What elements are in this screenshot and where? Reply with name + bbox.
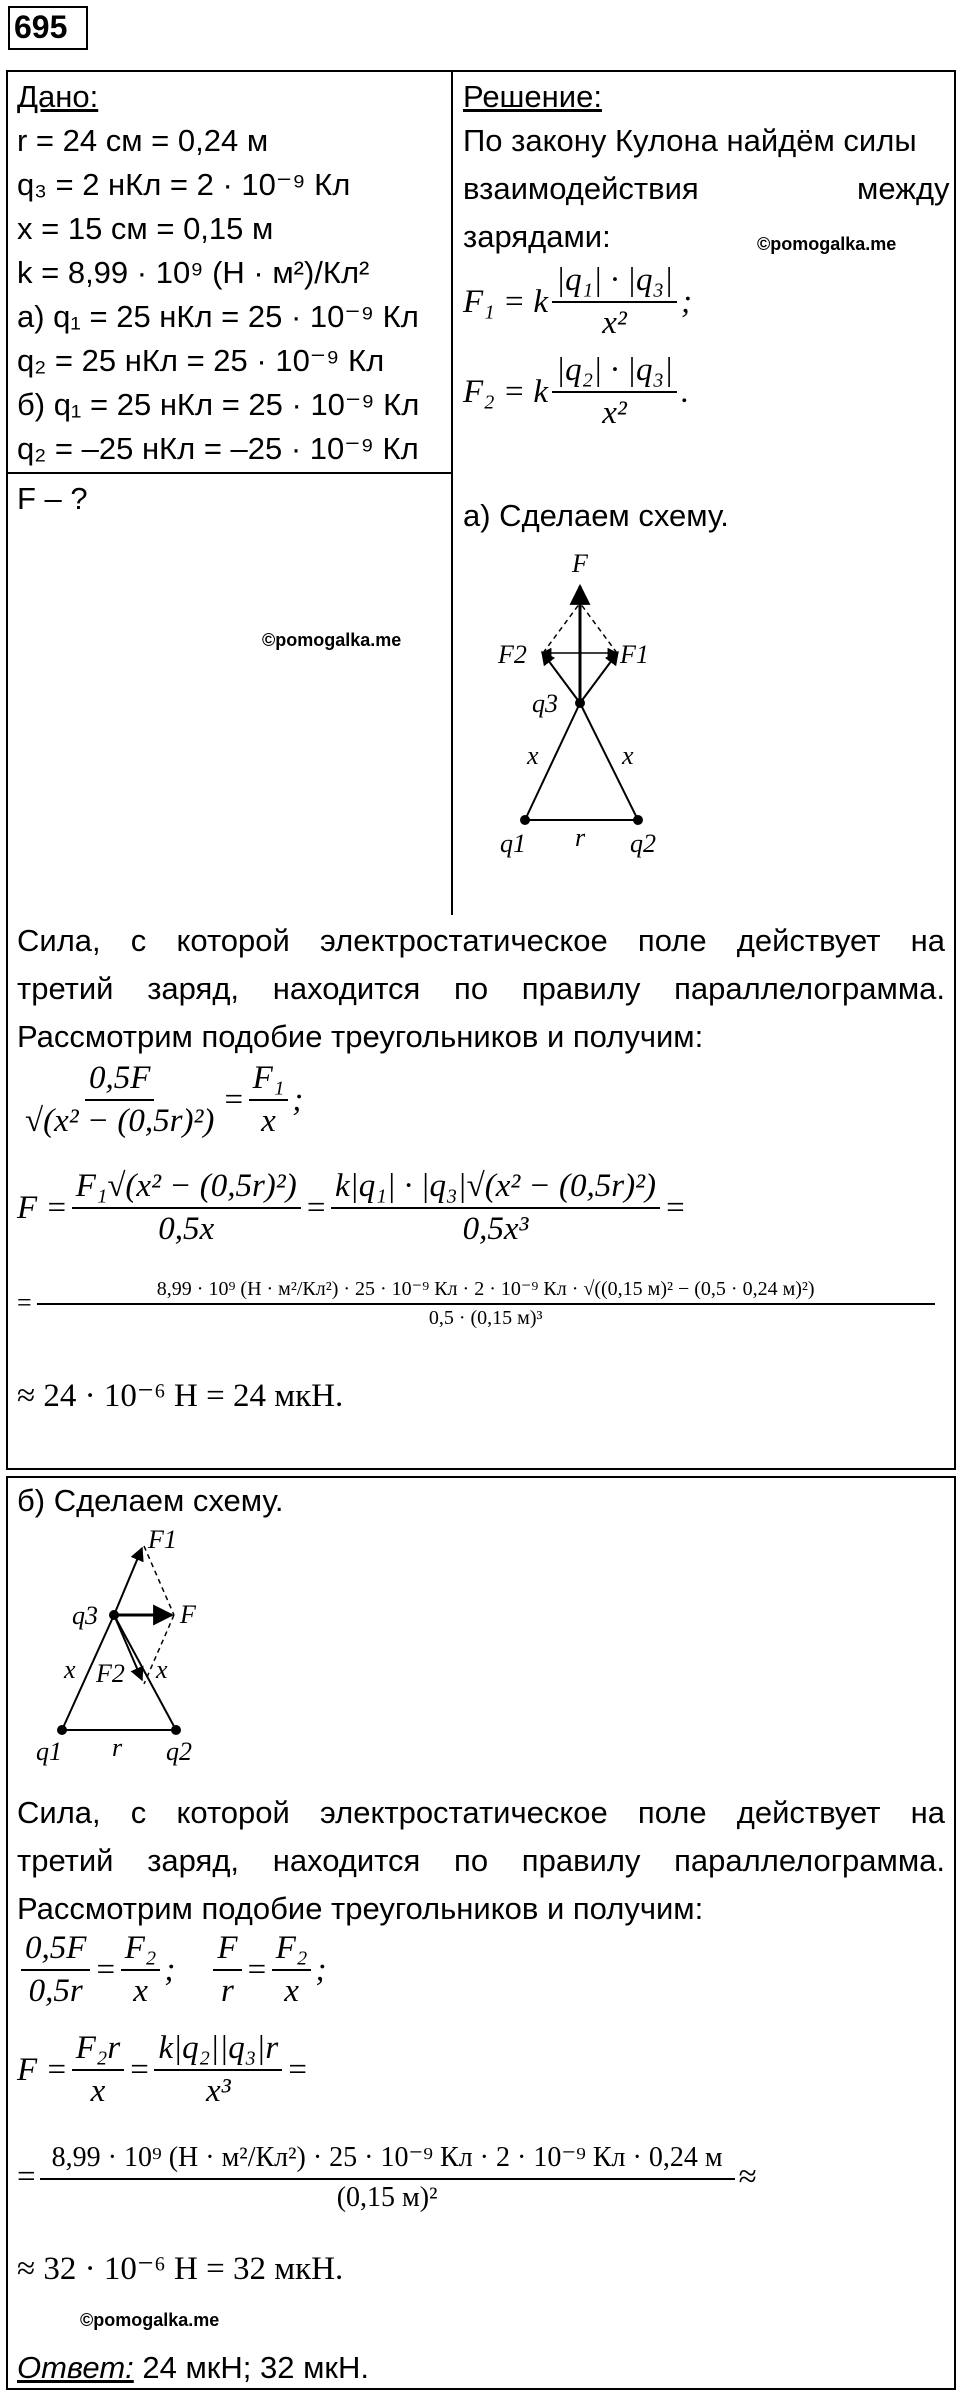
part-b-eq1-end: ; [315, 1951, 327, 1988]
watermark: ©pomogalka.me [262, 630, 402, 650]
diagram-a-q1-dot [520, 815, 530, 825]
formula-f1 [463, 262, 692, 342]
diagram-a-label-f1: F1 [620, 640, 649, 669]
part-b-eq3-num: 8,99 · 10⁹ (Н · м²/Кл²) · 25 · 10⁻⁹ Кл · 2 · 10⁻⁹ Кл · 0,24 м [40, 2140, 735, 2180]
part-a-eq1-right-den: x [261, 1103, 276, 1139]
part-b-eq1-equals: = [94, 1951, 117, 1988]
diagram-b [20, 1520, 250, 1770]
watermark: ©pomogalka.me [757, 234, 897, 254]
given-title [17, 74, 98, 119]
part-b-eq2-lhs: F = [17, 2051, 68, 2088]
formula-f2-numerator: |q₂| · |q₃| [552, 352, 677, 393]
part-a-eq1-end: ; [292, 1081, 304, 1118]
formula-f1-end: ; [681, 283, 693, 320]
part-b-result: ≈ 32 · 10⁻⁶ Н = 32 мкН. [17, 2251, 344, 2287]
part-a-eq1-left-fraction [21, 1060, 218, 1140]
given-line: k = 8,99 · 10⁹ (Н · м²)/Кл² [17, 255, 370, 290]
part-a-eq2-num2: k|q₁| · |q₃|√(x² − (0,5r)²) [331, 1168, 660, 1209]
part-a-eq1 [17, 1060, 303, 1140]
part-a-paragraph-line: третий заряд, находится по правилу параллелограмма. [17, 971, 945, 1006]
given-line: q₃ = 2 нКл = 2 · 10⁻⁹ Кл [17, 167, 351, 202]
part-b-paragraph-line: третий заряд, находится по правилу параллелограмма. [17, 1843, 945, 1878]
part-a-eq2-fraction2 [331, 1168, 660, 1248]
part-a-eq3-fraction [36, 1276, 936, 1330]
part-a-eq3 [17, 1276, 940, 1330]
diagram-a-q3-dot [575, 698, 585, 708]
part-b-eq2-end: = [286, 2051, 309, 2088]
formula-f1-lhs: F₁ = k [463, 283, 549, 320]
problem-number: 695 [14, 9, 68, 45]
part-a-eq1-left-num: 0,5F [85, 1060, 154, 1101]
formula-f1-denominator: x² [602, 305, 627, 341]
part-b-eq2-den1: x [90, 2073, 106, 2109]
answer-label: Ответ: [17, 2350, 134, 2385]
diagram-b-label-x-right: x [156, 1655, 168, 1684]
solution-intro-line1: По закону Кулона найдём силы [463, 123, 917, 158]
solution-intro-line3: зарядами: [463, 219, 611, 254]
part-b-scheme-label: б) Сделаем схему. [17, 1483, 284, 1518]
given-line: q₂ = 25 нКл = 25 · 10⁻⁹ Кл [17, 343, 385, 378]
part-a-eq2-den2: 0,5x³ [462, 1211, 529, 1247]
given-line: а) q₁ = 25 нКл = 25 · 10⁻⁹ Кл [17, 299, 419, 334]
given-line: x = 15 см = 0,15 м [17, 211, 274, 246]
part-b-eq3-lhs: = [17, 2158, 36, 2195]
part-a-eq1-right-num: F₁ [249, 1060, 289, 1101]
part-a-eq2-end: = [663, 1189, 687, 1226]
solution-intro-line2a: взаимодействия [463, 171, 699, 206]
part-a-eq1-left-den: √(x² − (0,5r)²) [25, 1103, 215, 1139]
given-line: q₂ = –25 нКл = –25 · 10⁻⁹ Кл [17, 431, 419, 466]
part-a-scheme-label: а) Сделаем схему. [463, 498, 729, 533]
watermark: ©pomogalka.me [80, 2310, 220, 2330]
part-b-eq1-fraction-d [272, 1930, 312, 2010]
diagram-b-label-f2: F2 [96, 1659, 125, 1688]
part-b-eq1-fraction-c [213, 1930, 241, 2010]
part-a-eq2-den1: 0,5x [158, 1211, 215, 1247]
diagram-b-q2-dot [171, 1725, 181, 1735]
part-b-eq2-num1: F₂r [72, 2030, 124, 2071]
diagram-b-label-f: F [180, 1600, 196, 1629]
formula-f2-fraction [552, 352, 677, 432]
part-b-eq1-d-den: x [284, 1973, 299, 2009]
part-a-result: ≈ 24 · 10⁻⁶ Н = 24 мкН. [17, 1378, 344, 1414]
formula-f2-end: . [681, 373, 690, 410]
part-b-eq2-fraction1 [72, 2030, 124, 2110]
diagram-b-q1-dot [57, 1725, 67, 1735]
diagram-b-label-q3: q3 [72, 1601, 98, 1630]
part-b-paragraph-line: Сила, с которой электростатическое поле действует на [17, 1795, 945, 1830]
table-column-divider [451, 70, 453, 915]
diagram-a-label-x-left: x [527, 741, 539, 770]
part-b-eq2-fraction2 [154, 2030, 282, 2110]
part-a-paragraph-line: Рассмотрим подобие треугольников и получим: [17, 1019, 704, 1054]
part-b-eq3-end: ≈ [738, 2158, 757, 2195]
diagram-b-label-q2: q2 [166, 1737, 192, 1766]
part-b-eq2-equals: = [128, 2051, 151, 2088]
part-a-eq3-num: 8,99 · 10⁹ (Н · м²/Кл²) · 25 · 10⁻⁹ Кл · 2 · 10⁻⁹ Кл · √((0,15 м)² − (0,5 · 0,24 м)²) [37, 1276, 935, 1305]
part-b-eq1-c-num: F [213, 1930, 241, 1971]
diagram-b-q3-dot [109, 1610, 119, 1620]
part-b-paragraph-line: Рассмотрим подобие треугольников и получим: [17, 1891, 704, 1926]
part-b-eq1-a-num: 0,5F [21, 1930, 90, 1971]
given-line: r = 24 см = 0,24 м [17, 123, 269, 158]
part-b-eq2-num2: k|q₂||q₃|r [154, 2030, 282, 2071]
diagram-a-label-q1: q1 [500, 829, 526, 858]
diagram-b-label-x-left: x [64, 1655, 76, 1684]
part-b-eq3-fraction [40, 2140, 735, 2214]
part-a-eq2-num1: F₁√(x² − (0,5r)²) [72, 1168, 301, 1209]
diagram-a-f1-arrow [580, 652, 618, 703]
formula-f1-numerator: |q₁| · |q₃| [552, 262, 677, 303]
part-b-eq1-a-den: 0,5r [28, 1973, 83, 2009]
part-a-eq2 [17, 1168, 686, 1248]
solution-title-text: Решение: [463, 79, 602, 114]
diagram-a-label-f: F [572, 550, 588, 578]
formula-f2-denominator: x² [602, 395, 627, 431]
diagram-a-dash [580, 603, 617, 653]
solution-intro-line2b: между [857, 171, 950, 206]
part-b-eq3-den: (0,15 м)² [336, 2182, 438, 2213]
diagram-b-label-q1: q1 [36, 1737, 62, 1766]
formula-f1-fraction [552, 262, 677, 342]
part-a-eq1-right-fraction [249, 1060, 289, 1140]
part-a-eq2-fraction1 [72, 1168, 301, 1248]
diagram-a-label-q3: q3 [532, 689, 558, 718]
part-b-eq1-fraction-b [121, 1930, 161, 2010]
part-b-eq1-d-num: F₂ [272, 1930, 312, 1971]
given-find-divider [6, 472, 453, 474]
part-b-eq1-c-den: r [221, 1973, 234, 2009]
diagram-a-label-f2: F2 [498, 640, 527, 669]
diagram-a-label-x-right: x [622, 741, 634, 770]
diagram-a [480, 550, 690, 870]
diagram-a-label-q2: q2 [630, 829, 656, 858]
part-b-eq2-den2: x³ [206, 2073, 231, 2109]
part-b-eq1-separator: ; [164, 1951, 176, 1988]
table-top-border [6, 70, 956, 72]
part-a-eq3-den: 0,5 · (0,15 м)³ [428, 1307, 543, 1329]
given-line: б) q₁ = 25 нКл = 25 · 10⁻⁹ Кл [17, 387, 420, 422]
part-b-eq2 [17, 2030, 308, 2110]
diagram-a-q2-dot [633, 815, 643, 825]
diagram-a-dash [543, 603, 580, 653]
formula-f2 [463, 352, 689, 432]
part-a-paragraph-line: Сила, с которой электростатическое поле действует на [17, 923, 945, 958]
diagram-b-label-f1: F1 [148, 1525, 177, 1554]
formula-f2-lhs: F₂ = k [463, 373, 549, 410]
part-a-eq2-lhs: F = [17, 1189, 68, 1226]
part-b-right-border [954, 1476, 956, 2390]
part-b-left-border [6, 1476, 8, 2390]
part-b-eq1-b-den: x [133, 1973, 148, 2009]
part-b-eq1 [17, 1930, 326, 2010]
part-a-eq3-lhs: = [17, 1288, 32, 1317]
given-title-text: Дано: [17, 79, 99, 114]
part-a-eq1-equals: = [222, 1081, 245, 1118]
diagram-a-label-r: r [575, 823, 586, 852]
solution-title [463, 74, 602, 119]
find-label: F – ? [17, 481, 88, 516]
diagram-b-f1-arrow [114, 1548, 142, 1615]
answer-value: 24 мкН; 32 мкН. [142, 2350, 369, 2385]
table-left-border [6, 70, 8, 1470]
table-bottom-border [6, 1468, 956, 1470]
diagram-b-dash [144, 1546, 174, 1615]
answer [17, 2345, 369, 2390]
part-a-eq2-equals: = [304, 1189, 327, 1226]
part-b-eq1-fraction-a [21, 1930, 90, 2010]
part-b-eq1-b-num: F₂ [121, 1930, 161, 1971]
diagram-b-label-r: r [112, 1733, 123, 1762]
table-right-border [954, 70, 956, 1470]
part-b-eq3 [17, 2140, 757, 2214]
part-b-eq1-equals2: = [245, 1951, 268, 1988]
